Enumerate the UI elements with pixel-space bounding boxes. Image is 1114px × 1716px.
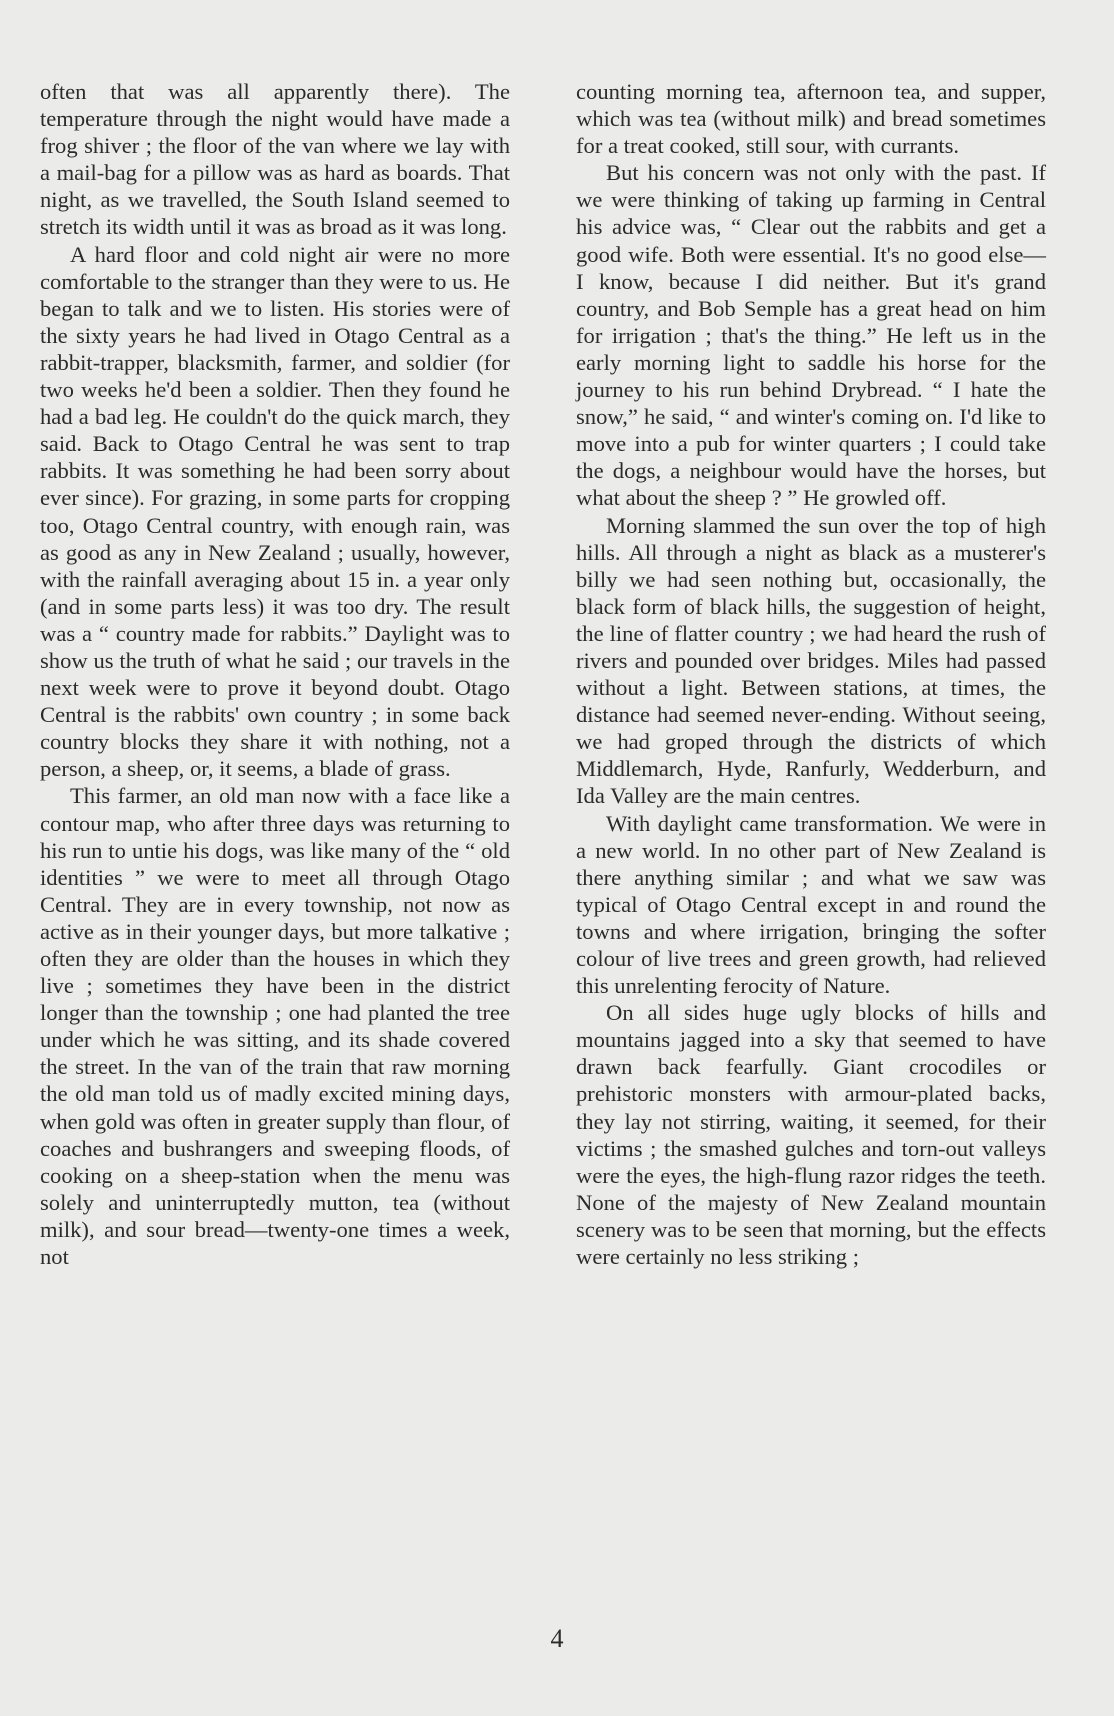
paragraph: often that was all apparently there). The temperature through the night would have made a frog shiver ; the floor of the van where we lay with a mail-bag for a pillow was as hard as boards. That night, as we travelled, the South Island seemed to stretch its width until it was as broad as it was long. [40,79,510,240]
paragraph: counting morning tea, afternoon tea, and supper, which was tea (without milk) and bread sometimes for a treat cooked, still sour, with currants. [576,79,1046,159]
paragraph: But his concern was not only with the past. If we were thinking of taking up farming in Central his advice was, “ Clear out the rabbits and get a good wife. Both were essential. It's no good else— I know, because I did neither. But it's grand country, and Bob Semple has a great head on him for irrigation ; that's the thing.” He left us in the early morning light to saddle his horse for the journey to his run behind Drybread. “ I hate the snow,” he said, “ and winter's coming on. I'd like to move into a pub for winter quarters ; I could take the dogs, a neighbour would have the horses, but what about the sheep ? ” He growled off. [576,160,1046,511]
page-number: 4 [550,1624,564,1653]
paragraph: Morning slammed the sun over the top of high hills. All through a night as black as a musterer's billy we had seen nothing but, occasionally, the black form of black hills, the suggestion of height, the line of flatter country ; we had heard the rush of rivers and pounded over bridges. Miles had passed without a light. Between stations, at times, the distance had seemed never-ending. Without seeing, we had groped through the districts of which Middlemarch, Hyde, Ranfurly, Wedderburn, and Ida Valley are the main centres. [576,512,1046,809]
paragraph: On all sides huge ugly blocks of hills and mountains jagged into a sky that seemed to have drawn back fearfully. Giant crocodiles or prehistoric monsters with armour-plated backs, they lay not stirring, waiting, it seemed, for their victims ; the smashed gulches and torn-out valleys were the eyes, the high-flung razor ridges the teeth. None of the majesty of New Zealand mountain scenery was to be seen that morning, but the effects were certainly no less striking ; [576,1000,1046,1270]
paragraph: A hard floor and cold night air were no more comfortable to the stranger than they were to us. He began to talk and we to listen. His stories were of the sixty years he had lived in Otago Central as a rabbit-trapper, blacksmith, farmer, and soldier (for two weeks he'd been a soldier. Then they found he had a bad leg. He couldn't do the quick march, they said. Back to Otago Central he was sent to trap rabbits. It was something he had been sorry about ever since). For grazing, in some parts for cropping too, Otago Central country, with enough rain, was as good as any in New Zealand ; usually, however, with the rainfall averaging about 15 in. a year only (and in some parts less) it was too dry. The result was a “ country made for rabbits.” Daylight was to show us the truth of what he said ; our travels in the next week were to prove it beyond doubt. Otago Central is the rabbits' own country ; in some back country blocks they share it with nothing, not a person, a sheep, or, it seems, a blade of grass. [40,241,510,782]
paragraph: This farmer, an old man now with a face like a contour map, who after three days was returning to his run to untie his dogs, was like many of the “ old identities ” we were to meet all through Otago Central. They are in every township, not now as active as in their younger days, but more talkative ; often they are older than the houses in which they live ; sometimes they have been in the district longer than the township ; one had planted the tree under which he was sitting, and its shade covered the street. In the van of the train that raw morning the old man told us of madly excited mining days, when gold was often in greater supply than flour, of coaches and bushrangers and sweeping floods, of cooking on a sheep-station when the menu was solely and uninterruptedly mutton, tea (without milk), and sour bread—twenty-one times a week, not [40,783,510,1270]
left-text-column [40,78,510,1270]
right-text-column [576,78,1046,1270]
paragraph: With daylight came transformation. We were in a new world. In no other part of New Zealand is there anything similar ; and what we saw was typical of Otago Central except in and round the towns and where irrigation, bringing the softer colour of live trees and green growth, had relieved this unrelenting ferocity of Nature. [576,810,1046,999]
